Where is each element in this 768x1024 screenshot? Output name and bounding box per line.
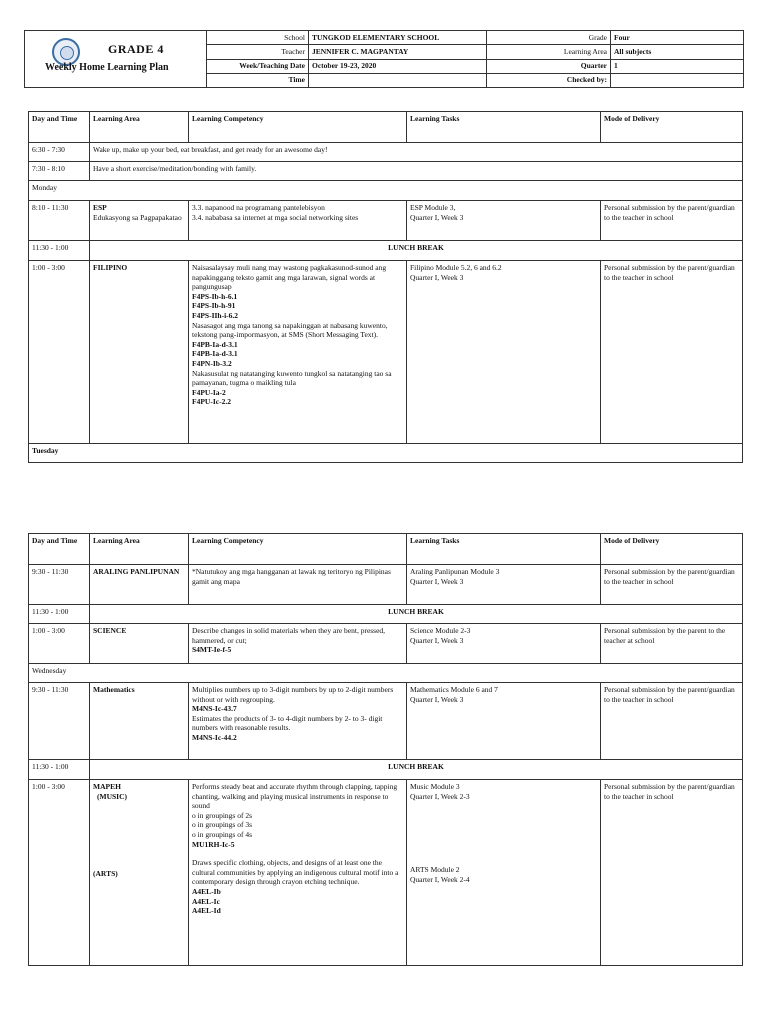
competency-code: F4PS-Ib-h-6.1: [192, 291, 238, 301]
teacher-label: Teacher: [207, 45, 309, 59]
math-mode: Personal submission by the parent/guardian to the teacher in school: [601, 683, 743, 760]
ap-mode: Personal submission by the parent/guardian to the teacher in school: [601, 565, 743, 605]
learning-area-esp: [90, 201, 189, 241]
row-time: 11:30 - 1:00: [29, 241, 90, 261]
col-learning-competency: Learning Competency: [189, 534, 407, 565]
competency-text: Draws specific clothing, objects, and designs of at least one the cultural communities by applying an indigenous cultural motif into a contemporary design through crayon etching technique.: [192, 858, 399, 887]
math-tasks: Mathematics Module 6 and 7 Quarter I, Week 3: [407, 683, 601, 760]
learning-area-filipino: FILIPINO: [90, 261, 189, 444]
competency-code: F4PU-Ia-2: [192, 387, 226, 397]
schedule-table-1: [28, 111, 743, 463]
row-time: 11:30 - 1:00: [29, 605, 90, 624]
col-learning-area: Learning Area: [90, 112, 189, 143]
filipino-competency: [189, 261, 407, 444]
competency-text: Naisasalaysay muli nang may wastong pagkakasunod-sunod ang napakinggang teksto gamit ang mga larawan, signal words at pangungusap: [192, 263, 387, 292]
math-competency: [189, 683, 407, 760]
competency-text: Estimates the products of 3- to 4-digit numbers by 2- to 3- digit numbers with reasonable results.: [192, 713, 383, 733]
time-label: Time: [207, 73, 309, 87]
spacer: [192, 849, 403, 858]
lunch-break: LUNCH BREAK: [90, 605, 743, 624]
row-time: 9:30 - 11:30: [29, 683, 90, 760]
schedule-table-2: [28, 533, 743, 966]
competency-text: Performs steady beat and accurate rhythm through clapping, tapping chanting, walking and playing musical instruments in response to sound o in groupings of 2s o in groupings of 3s o in groupings of 4s: [192, 782, 398, 839]
ap-tasks: Araling Panlipunan Module 3 Quarter I, Week 3: [407, 565, 601, 605]
grade-label: Grade: [487, 31, 611, 45]
row-time: 1:00 - 3:00: [29, 624, 90, 664]
time-value: [309, 73, 487, 87]
competency-code: M4NS-Ic-43.7: [192, 704, 237, 714]
science-tasks: Science Module 2-3 Quarter I, Week 3: [407, 624, 601, 664]
row-activity: Have a short exercise/meditation/bonding with family.: [90, 162, 743, 181]
competency-text: Nakasusulat ng natatanging kuwento tungkol sa natatanging tao sa pamayanan, tugma o maikling tula: [192, 368, 392, 388]
learning-area-value: All subjects: [611, 45, 744, 59]
mapeh-arts-label: (ARTS): [93, 869, 118, 879]
competency-text: Describe changes in solid materials when they are bent, pressed, hammered, or cut;: [192, 626, 386, 645]
science-competency: [189, 624, 407, 664]
filipino-mode: Personal submission by the parent/guardian to the teacher in school: [601, 261, 743, 444]
checked-by-value: [611, 73, 744, 87]
col-learning-tasks: Learning Tasks: [407, 534, 601, 565]
music-tasks: Music Module 3 Quarter I, Week 2-3: [410, 782, 470, 801]
esp-area-sub: Edukasyong sa Pagpapakatao: [93, 212, 182, 222]
row-time: 6:30 - 7:30: [29, 143, 90, 162]
header-title-cell: [25, 31, 207, 88]
row-time: 8:10 - 11:30: [29, 201, 90, 241]
mapeh-competency: [189, 780, 407, 966]
competency-code: S4MT-Ie-f-5: [192, 645, 232, 655]
mapeh-music-label: (MUSIC): [97, 791, 127, 801]
col-learning-tasks: Learning Tasks: [407, 112, 601, 143]
competency-code: F4PB-Ia-d-3.1: [192, 339, 238, 349]
col-day-time: Day and Time: [29, 112, 90, 143]
col-day-time: Day and Time: [29, 534, 90, 565]
school-label: School: [207, 31, 309, 45]
quarter-label: Quarter: [487, 59, 611, 73]
competency-code: F4PU-Ic-2.2: [192, 397, 231, 407]
learning-area-mathematics: Mathematics: [90, 683, 189, 760]
school-value: TUNGKOD ELEMENTARY SCHOOL: [309, 31, 487, 45]
competency-text: Nasasagot ang mga tanong sa napakinggan at nabasang kuwento, tekstong pang-impormasyon, at SMS (Short Messaging Text).: [192, 320, 388, 340]
mapeh-mode: Personal submission by the parent/guardian to the teacher in school: [601, 780, 743, 966]
teacher-value: JENNIFER C. MAGPANTAY: [309, 45, 487, 59]
competency-code: MU1RH-Ic-5: [192, 839, 235, 849]
competency-code: F4PS-Ib-h-91: [192, 301, 236, 311]
day-label-wednesday: Wednesday: [29, 664, 743, 683]
learning-area-label: Learning Area: [487, 45, 611, 59]
esp-area-label: ESP: [93, 203, 107, 212]
esp-tasks: ESP Module 3, Quarter I, Week 3: [407, 201, 601, 241]
row-activity: Wake up, make up your bed, eat breakfast, and get ready for an awesome day!: [90, 143, 743, 162]
mapeh-tasks: [407, 780, 601, 966]
competency-code: A4EL-Ic: [192, 896, 220, 906]
competency-code: A4EL-Id: [192, 906, 221, 916]
competency-code: F4PS-IIh-i-6.2: [192, 310, 239, 320]
competency-text: Multiplies numbers up to 3-digit numbers by up to 2-digit numbers without or with regrouping.: [192, 685, 394, 704]
filipino-tasks: Filipino Module 5.2, 6 and 6.2 Quarter I, Week 3: [407, 261, 601, 444]
checked-by-label: Checked by:: [487, 73, 611, 87]
row-time: 11:30 - 1:00: [29, 760, 90, 780]
day-label-monday: Monday: [29, 181, 743, 201]
arts-tasks: ARTS Module 2 Quarter I, Week 2-4: [410, 865, 470, 884]
grade-value: Four: [611, 31, 744, 45]
esp-competency: 3.3. napanood na programang pantelebisyon 3.4. nababasa sa internet at mga social networking sites: [189, 201, 407, 241]
competency-code: M4NS-Ic-44.2: [192, 732, 237, 742]
ap-competency: *Natutukoy ang mga hangganan at lawak ng teritoryo ng Pilipinas gamit ang mapa: [189, 565, 407, 605]
learning-area-ap: ARALING PANLIPUNAN: [90, 565, 189, 605]
col-learning-competency: Learning Competency: [189, 112, 407, 143]
week-value: October 19-23, 2020: [309, 59, 487, 73]
plan-title: Weekly Home Learning Plan: [45, 62, 169, 73]
science-mode: Personal submission by the parent to the teacher at school: [601, 624, 743, 664]
day-label-tuesday: Tuesday: [29, 444, 743, 463]
row-time: 7:30 - 8:10: [29, 162, 90, 181]
col-learning-area: Learning Area: [90, 534, 189, 565]
competency-code: F4PB-Ia-d-3.1: [192, 349, 238, 359]
grade-title: GRADE 4: [108, 42, 164, 56]
row-time: 1:00 - 3:00: [29, 780, 90, 966]
lunch-break: LUNCH BREAK: [90, 241, 743, 261]
row-time: 9:30 - 11:30: [29, 565, 90, 605]
esp-mode: Personal submission by the parent/guardian to the teacher in school: [601, 201, 743, 241]
week-label: Week/Teaching Date: [207, 59, 309, 73]
learning-area-mapeh: [90, 780, 189, 966]
competency-code: A4EL-Ib: [192, 886, 221, 896]
quarter-value: 1: [611, 59, 744, 73]
mapeh-label: MAPEH: [93, 782, 121, 791]
row-time: 1:00 - 3:00: [29, 261, 90, 444]
header-table: [24, 30, 744, 88]
spacer: [93, 801, 185, 869]
spacer: [410, 801, 597, 865]
learning-area-science: SCIENCE: [90, 624, 189, 664]
competency-code: F4PN-Ib-3.2: [192, 358, 232, 368]
col-mode-of-delivery: Mode of Delivery: [601, 534, 743, 565]
lunch-break: LUNCH BREAK: [90, 760, 743, 780]
col-mode-of-delivery: Mode of Delivery: [601, 112, 743, 143]
